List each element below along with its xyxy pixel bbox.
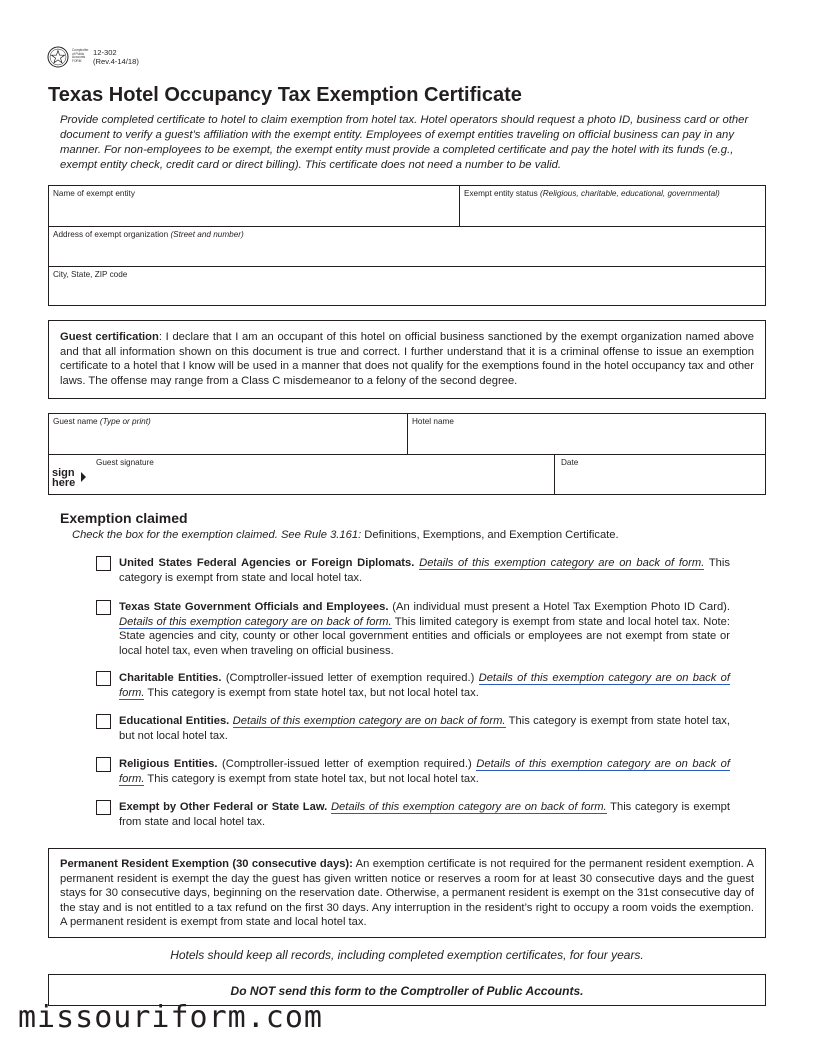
exemption-claimed-heading: Exemption claimed [60,510,188,526]
exemption-option-description: This category is exempt from state hotel tax, but not local hotel tax. [144,686,479,699]
guest-certification-box [48,320,766,399]
form-number [93,48,139,66]
permanent-resident-box [48,848,766,938]
exemption-option-text [119,757,730,786]
form-number-value: 12-302 [93,48,117,57]
city-state-zip-field[interactable] [49,267,765,305]
exemption-option-text [119,671,730,700]
exemption-option-title: United States Federal Agencies or Foreign Diplomats. [119,557,415,569]
permanent-resident-body: An exemption certificate is not required for the permanent resident exemption. A permanent resident is exempt the day the guest has given written notice or reserves a room for at least 30 consecutive days and the guest stays for 30 consecutive days, beginning on the reservation date. Otherwise, a permanent resident is exempt on the 31st consecutive day of the stay and is not entitled to a tax refund on the first 30 days. Any interruption in the resident’s right to occupy a room voids the exemption. A permanent resident is exempt from state and local hotel tax. [60,858,754,928]
exemption-instruction-italic: Check the box for the exemption claimed. See Rule 3.161: [72,529,362,541]
exemption-instruction [72,529,619,541]
details-link[interactable]: Details of this exemption category are on back of form. [119,758,730,785]
address-hint: (Street and number) [170,230,244,239]
exemption-option-title: Educational Entities. [119,715,230,727]
address-label: Address of exempt organization [53,230,169,239]
exemption-option-description: This category is exempt from state hotel tax, but not local hotel tax. [144,772,479,785]
exempt-entity-name-label: Name of exempt entity [53,189,135,198]
address-field[interactable] [49,227,765,266]
permanent-resident-text [60,857,754,930]
exemption-option-description: This category is exempt from state and local hotel tax. [119,801,731,828]
guest-certification-text [60,330,754,388]
exemption-option-religious [96,757,730,786]
guest-name-field[interactable] [49,414,407,454]
do-not-send-text: Do NOT send this form to the Comptroller of Public Accounts. [230,984,584,998]
site-watermark: missouriform.com [18,1000,323,1035]
guest-info-box [48,413,766,495]
guest-signature-label: Guest signature [96,458,154,467]
details-link[interactable]: Details of this exemption category are on back of form. [419,557,705,569]
guest-name-label: Guest name [53,417,98,426]
details-link[interactable]: Details of this exemption category are on back of form. [119,672,730,699]
exemption-option-note: (An individual must present a Hotel Tax Exemption Photo ID Card). [388,601,731,613]
guest-certification-heading: Guest certification [60,331,159,343]
guest-certification-body: : I declare that I am an occupant of this hotel on official business sanctioned by the exempt organization named above and that all information shown on this document is true and correct. I further understand that it is a criminal offense to issue an exemption certificate to a hotel that I know will be used in a manner that does not qualify for the exemptions found in the hotel occupancy tax and other laws. The offense may range from a Class C misdemeanor to a felony of the second degree. [60,331,754,387]
exemption-option-text [119,556,730,585]
exemption-option-description: This category is exempt from state and local hotel tax. [119,557,730,584]
keep-records-note: Hotels should keep all records, including completed exemption certificates, for four years. [170,948,644,962]
exemption-option-charitable [96,671,730,700]
exemption-option-text [119,800,730,829]
date-field[interactable] [555,455,765,494]
sign-word: sign [52,467,75,479]
exemption-option-title: Charitable Entities. [119,672,222,684]
hotel-name-label: Hotel name [412,417,454,426]
details-link[interactable]: Details of this exemption category are on back of form. [119,615,392,628]
guest-signature-field[interactable] [49,455,554,494]
details-link[interactable]: Details of this exemption category are on back of form. [232,715,506,727]
sign-arrow-icon [81,472,86,482]
exemption-instruction-rest: Definitions, Exemptions, and Exemption Certificate. [361,529,619,541]
permanent-resident-heading: Permanent Resident Exemption (30 consecutive days): [60,858,353,870]
exemption-option-other-law [96,800,730,829]
exempt-entity-name-field[interactable] [49,186,459,226]
exemption-option-text [119,600,730,658]
exemption-option-texas-state [96,600,730,658]
exemption-option-title: Exempt by Other Federal or State Law. [119,801,328,813]
charitable-checkbox[interactable] [96,671,111,686]
page-title: Texas Hotel Occupancy Tax Exemption Certificate [48,84,522,106]
exemption-option-federal [96,556,730,585]
exempt-entity-status-label: Exempt entity status [464,189,538,198]
exemption-option-text [119,714,730,743]
hotel-name-field[interactable] [408,414,765,454]
religious-checkbox[interactable] [96,757,111,772]
texas-star-seal-icon [47,46,69,68]
date-label: Date [561,458,579,467]
sign-here-marker [52,468,75,488]
exempt-entity-status-field[interactable] [460,186,765,226]
exemption-option-educational [96,714,730,743]
form-revision: (Rev.4-14/18) [93,57,139,66]
exemption-option-description: This category is exempt from state hotel tax, but not local hotel tax. [119,715,730,742]
city-state-zip-label: City, State, ZIP code [53,270,128,279]
details-link[interactable]: Details of this exemption category are on back of form. [330,801,607,813]
exemption-option-note: (Comptroller-issued letter of exemption required.) [221,672,479,684]
exemption-option-note: (Comptroller-issued letter of exemption required.) [217,758,477,770]
exemption-option-description: This limited category is exempt from state and local hotel tax. Note: State agencies and city, county or other local government entities and officials or employees are not exempt from state or local hotel tax, even when traveling on official business. [119,615,730,657]
other-law-checkbox[interactable] [96,800,111,815]
exemption-option-title: Texas State Government Officials and Employees. [119,601,389,613]
here-word: here [52,477,76,489]
entity-info-box [48,185,766,306]
texas-state-checkbox[interactable] [96,600,111,615]
intro-paragraph: Provide completed certificate to hotel to claim exemption from hotel tax. Hotel operators should request a photo ID, business card or other document to verify a guest’s affiliation with the exempt entity. Employees of exempt entities traveling on official business can pay in any manner. For non-employees to be exempt, the exempt entity must provide a completed certificate and pay the hotel with its funds (e.g., exempt entity check, credit card or direct billing). This certificate does not need a number to be valid. [60,114,749,171]
seal-text: Comptroller of Public Accounts FORM [72,48,89,63]
form-header [47,46,139,68]
guest-name-hint: (Type or print) [99,417,151,426]
federal-checkbox[interactable] [96,556,111,571]
exempt-entity-status-hint: (Religious, charitable, educational, governmental) [540,189,720,198]
educational-checkbox[interactable] [96,714,111,729]
exemption-option-title: Religious Entities. [119,758,218,770]
